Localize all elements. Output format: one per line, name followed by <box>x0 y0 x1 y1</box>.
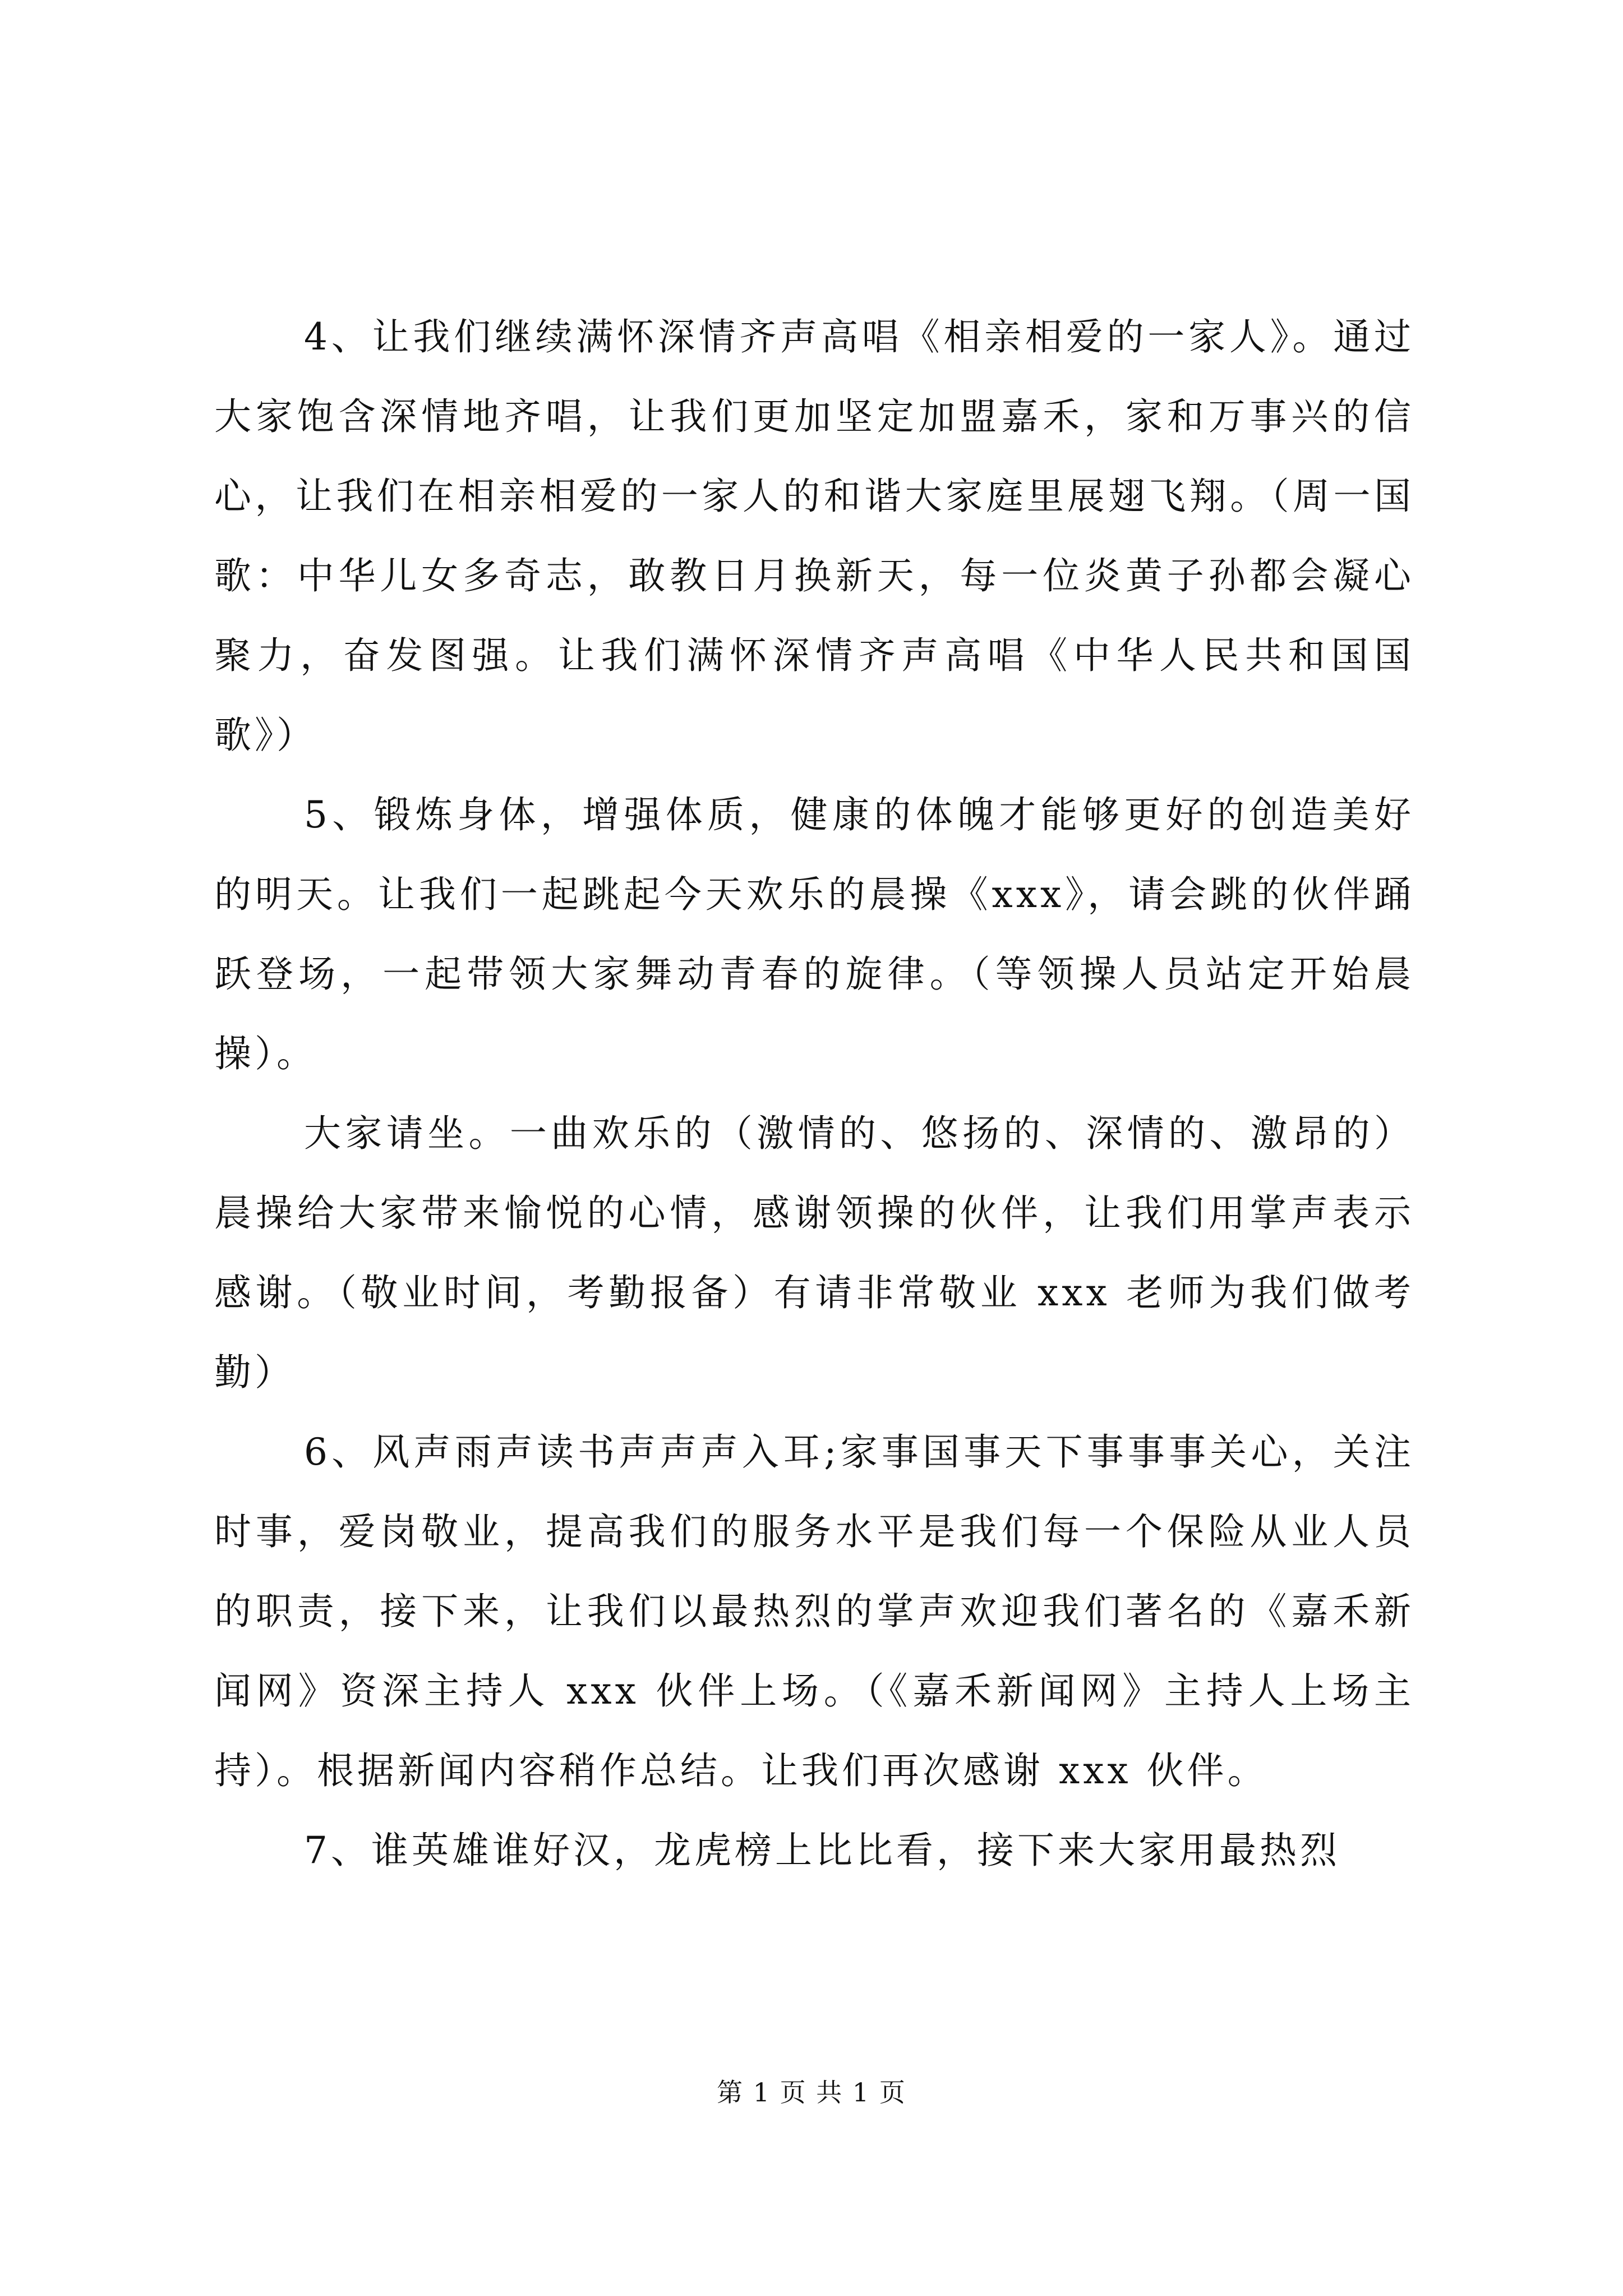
paragraph-item-4: 4、让我们继续满怀深情齐声高唱《相亲相爱的一家人》。通过大家饱含深情地齐唱，让我们更加坚定加盟嘉禾，家和万事兴的信心，让我们在相亲相爱的一家人的和谐大家庭里展翅飞翔。（周一国歌：中华儿女多奇志，敢教日月换新天，每一位炎黄子孙都会凝心聚力，奋发图强。让我们满怀深情齐声高唱《中华人民共和国国歌》） <box>214 315 1414 757</box>
paragraph-please-sit: 大家请坐。一曲欢乐的（激情的、悠扬的、深情的、激昂的）晨操给大家带来愉悦的心情，感谢领操的伙伴，让我们用掌声表示感谢。（敬业时间，考勤报备）有请非常敬业 xxx 老师为我们做考勤） <box>214 1112 1414 1394</box>
page-footer: 第 1 页 共 1 页 <box>717 2077 906 2108</box>
paragraph-item-7: 7、谁英雄谁好汉，龙虎榜上比比看，接下来大家用最热烈 <box>304 1829 1340 1872</box>
document-body <box>214 297 1414 1890</box>
paragraph-item-6: 6、风声雨声读书声声声入耳;家事国事天下事事事关心，关注时事，爱岗敬业，提高我们的服务水平是我们每一个保险从业人员的职责，接下来，让我们以最热烈的掌声欢迎我们著名的《嘉禾新闻网》资深主持人 xxx 伙伴上场。（《嘉禾新闻网》主持人上场主持）。根据新闻内容稍作总结。让我们再次感谢 xxx 伙伴。 <box>214 1430 1414 1792</box>
paragraph-item-5: 5、锻炼身体，增强体质，健康的体魄才能够更好的创造美好的明天。让我们一起跳起今天欢乐的晨操《xxx》，请会跳的伙伴踊跃登场，一起带领大家舞动青春的旋律。（等领操人员站定开始晨操）。 <box>214 793 1414 1075</box>
